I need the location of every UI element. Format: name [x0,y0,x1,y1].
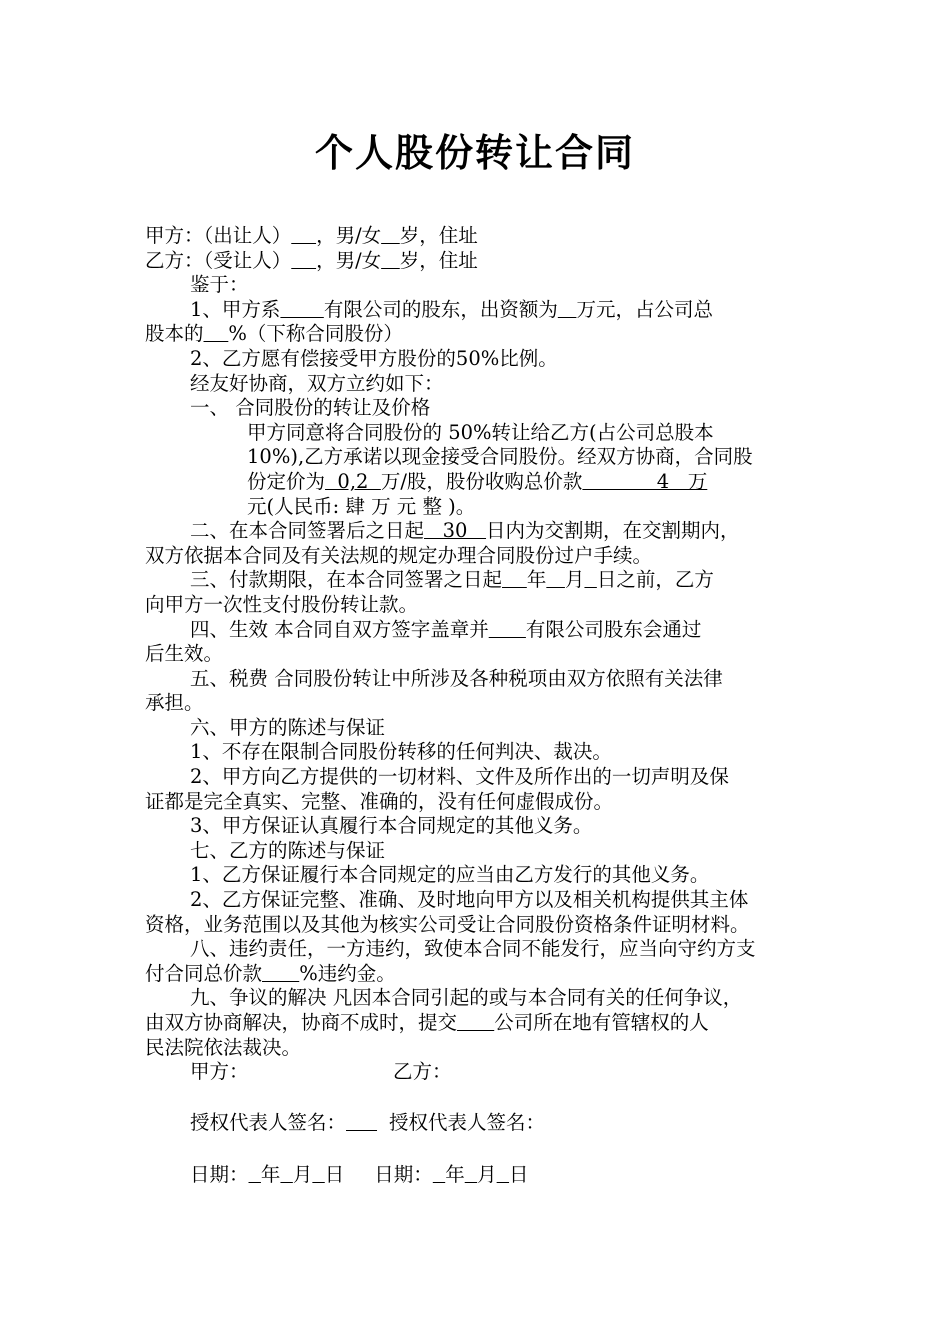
section-1-line2: 10%),乙方承诺以现金接受合同股份。经双方协商，合同股 [247,445,753,469]
section-9-line2: 由双方协商解决，协商不成时，提交 公司所在地有管辖权的人 [145,1011,709,1034]
whereas-heading: 鉴于： [190,273,249,297]
section-1-line3: 份定价为 0,2 万/股，股份收购总价款 4 万 [247,469,708,493]
section-2-line2: 双方依据本合同及有关法规的规定办理合同股份过户手续。 [145,543,653,567]
section-6-heading: 六、甲方的陈述与保证 [190,715,386,739]
section-4-line1: 四、生效 本合同自双方签字盖章并 有限公司股东会通过 [190,617,702,641]
party-a-line: 甲方：（出让人） ，男/女 岁，住址 [145,224,478,247]
section-6-item1: 1、不存在限制合同股份转移的任何判决、裁决。 [190,740,612,764]
agreement-intro: 经友好协商，双方立约如下： [190,371,444,395]
section-8-line2: 付合同总价款 %违约金。 [145,961,396,985]
signature-dates: 日期： 年 月 日 日期： 年 月 日 [190,1162,529,1186]
section-2-line1: 二、在本合同签署后之日起 30 日内为交割期，在交割期内， [190,519,740,543]
section-6-item2-line2: 证都是完全真实、完整、准确的，没有任何虚假成份。 [145,789,614,813]
section-8-line1: 八、违约责任，一方违约，致使本合同不能发行，应当向守约方支 [190,937,756,961]
section-6-item3: 3、甲方保证认真履行本合同规定的其他义务。 [190,814,593,838]
party-b-line: 乙方：（受让人） ，男/女 岁，住址 [145,248,478,272]
section-1-line1: 甲方同意将合同股份的 50%转让给乙方(占公司总股本 [247,420,714,444]
signature-parties: 甲方： 乙方： [190,1060,452,1084]
whereas-1-line2: 股本的 %（下称合同股份） [145,322,403,346]
section-3-line1: 三、付款期限，在本合同签署之日起 年 月 日之前，乙方 [190,568,714,592]
section-1-heading: 一、 合同股份的转让及价格 [190,396,431,420]
whereas-1-line1: 1、甲方系 有限公司的股东，出资额为 万元，占公司总 [190,297,713,321]
page-title: 个人股份转让合同 [314,131,635,175]
contract-body [145,224,810,1187]
section-4-line2: 后生效。 [145,642,224,666]
section-7-item2-line1: 2、乙方保证完整、准确、及时地向甲方以及相关机构提供其主体 [190,888,749,912]
whereas-2: 2、乙方愿有偿接受甲方股份的50%比例。 [190,346,558,370]
section-7-item2-line2: 资格，业务范围以及其他为核实公司受让合同股份资格条件证明材料。 [145,912,750,936]
section-3-line2: 向甲方一次性支付股份转让款。 [145,592,419,616]
signature-representatives: 授权代表人签名： 授权代表人签名： [190,1111,546,1135]
section-9-line1: 九、争议的解决 凡因本合同引起的或与本合同有关的任何争议， [190,986,743,1010]
section-5-line1: 五、税费 合同股份转让中所涉及各种税项由双方依照有关法律 [190,666,723,690]
section-9-line3: 民法院依法裁决。 [145,1035,302,1059]
section-7-item1: 1、乙方保证履行本合同规定的应当由乙方发行的其他义务。 [190,863,710,887]
section-7-heading: 七、乙方的陈述与保证 [190,838,386,862]
section-6-item2-line1: 2、甲方向乙方提供的一切材料、文件及所作出的一切声明及保 [190,765,729,789]
section-5-line2: 承担。 [145,691,204,715]
section-1-line4: 元(人民币: 肆 万 元 整 )。 [247,494,476,518]
